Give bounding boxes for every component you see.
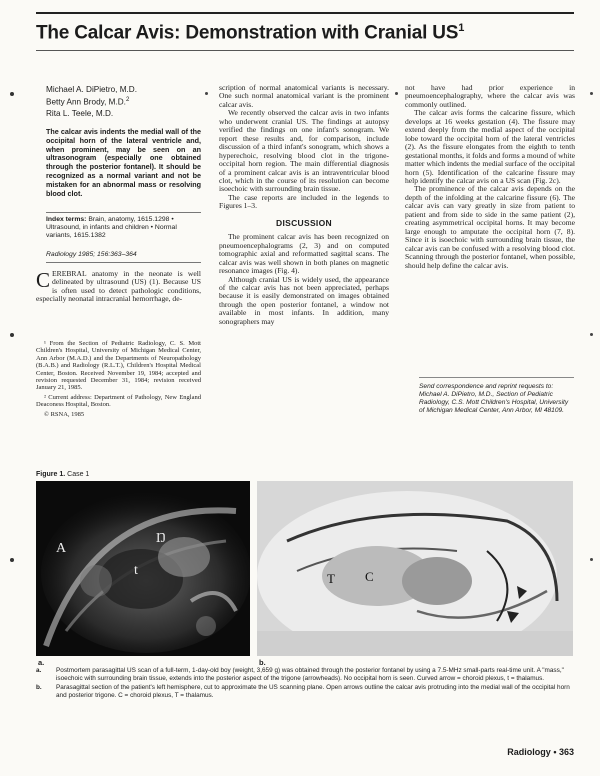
paragraph: The prominence of the calcar avis depends on the depth of the infolding at the calcarine fissure (6). The calcar avis can vary greatly in size from patient to patient and from side to side in the same patient (2), creating asymmetrical occipital horns. It may become large enough to amputate the occipital horn (7, 8). Since it is isoechoic with surrounding brain tissue, the calcar avis can be confused with a resolving blood clot. Scanning through the posterior fontanel, when possible, should help define the calcar avis.	[405, 184, 575, 270]
paragraph: The calcar avis forms the calcarine fissure, which develops at 16 weeks gestation (4). The fissure may extend deeply from the medial aspect of the occipital lobe toward the occipital horn of the lateral ventricles (2). As the fissure elongates from the eighth to tenth gestational months, it folds and forms a mound of white matter which indents the medial surface of the occipital horn (5). Identification of the calcarine fissure may help identify the calcar avis on a US scan (Fig. 2c).	[405, 108, 575, 185]
top-rule	[36, 12, 574, 14]
title-rule	[36, 50, 574, 51]
column-2	[219, 84, 389, 326]
footnote: ² Current address: Department of Pathology, New England Deaconess Hospital, Boston.	[36, 393, 201, 409]
journal-reference: Radiology 1985; 156:363–364	[46, 251, 137, 258]
panel-b-label: b.	[259, 658, 266, 667]
index-rule	[46, 212, 201, 213]
caption-a: a. Postmortem parasagittal US scan of a full-term, 1-day-old boy (weight, 3,659 g) was obtained through the posterior fontanel by using a 7.5-MHz small-parts real-time unit. A "mass," isoechoic with surrounding brain tissue, extends into the posterior aspect of the trigone (arrowheads). No occipital horn is seen. Curved arrow = choroid plexus, t = thalamus.	[36, 667, 564, 682]
footnote: ¹ From the Section of Pediatric Radiology, C. S. Mott Children's Hospital, University of Michigan Medical Center, Ann Arbor (M.A.D.) and the Departments of Neuropathology (B.A.B.) and Radiology (R.L.T.), Children's Hospital Medical Center, Boston. Received November 19, 1984; accepted and revision requested December 31, 1984; revision received January 21, 1985.	[36, 340, 201, 392]
figure-caption	[36, 667, 574, 701]
paragraph: Although cranial US is widely used, the appearance of the calcar avis has not been appreciated, perhaps because it is easily demonstrated on images obtained through the open posterior fontanel, a window not available in most infants. In addition, many sonographers may	[219, 274, 389, 326]
paragraph: The prominent calcar avis has been recognized on pneumoencephalograms (2, 3) and on computed tomographic axial and reformatted sagittal scans. The calcar avis was well shown in both planes on magnetic resonance images (Fig. 4).	[219, 232, 389, 276]
margin-dot	[590, 333, 593, 336]
ultrasound-image	[36, 481, 250, 656]
author-list	[46, 84, 137, 119]
article-title: The Calcar Avis: Demonstration with Cranial $US^1$	[36, 22, 465, 44]
margin-bullet	[10, 92, 14, 96]
label-choroid-plexus: C	[365, 569, 374, 584]
drop-cap: C	[36, 268, 51, 292]
margin-dot	[205, 92, 208, 95]
margin-dot	[395, 92, 398, 95]
margin-bullet	[10, 558, 14, 562]
figure-label: Figure 1. Case 1	[36, 471, 90, 478]
margin-dot	[590, 92, 593, 95]
caption-b: b. Parasagittal section of the patient's left hemisphere, cut to approximate the US scanning plane. Open arrows outline the calcar avis protruding into the medial wall of the occipital horn and posterior trigone. C = choroid plexus, T = thalamus.	[36, 684, 570, 699]
column-3	[405, 84, 575, 270]
label-thalamus: t	[134, 563, 138, 578]
paragraph: The case reports are included in the legends to Figures 1–3.	[219, 192, 389, 211]
footnote: © RSNA, 1985	[44, 410, 85, 418]
abstract: The calcar avis indents the medial wall of the occipital horn of the lateral ventricle and, when prominent, may be seen on an ultrasonogram (especially one obtained through the posterior fontanel). It should be recognized as a normal variant and not be mistaken for an abnormal mass or resolving blood clot.	[46, 127, 201, 198]
index-terms: Index terms: Brain, anatomy, 1615.1298 • Ultrasound, in infants and children • Normal variants, 1615.1382	[46, 216, 177, 239]
label-a-marker: A	[56, 541, 67, 556]
correspondence-rule	[419, 377, 574, 378]
paragraph: We recently observed the calcar avis in two infants who underwent cranial US. The findings at autopsy verified the findings on one infant's sonogram. We report these results and, for comparison, include discussion of a third infant's sonogram, which shows a hyperechoic, resolving blood clot in the trigone-occipital horn region. The main differential diagnosis of a prominent calcar avis is an intraventricular blood clot, which in the course of its resolution can become isoechoic with surrounding brain tissue.	[219, 108, 389, 194]
margin-dot	[590, 558, 593, 561]
label-curved-arrow: Ŋ	[156, 531, 166, 546]
section-heading: DISCUSSION	[276, 217, 332, 228]
specimen-image	[257, 481, 573, 656]
paragraph: scription of normal anatomical variants is necessary. One such normal anatomical variant is the prominent calcar avis.	[219, 83, 389, 109]
correspondence-note: Send correspondence and reprint requests to: Michael A. DiPietro, M.D., Section of Pediatric Radiology, C.S. Mott Children's Hospital, University of Michigan Medical Center, Ann Arbor, MI 48109.	[419, 383, 569, 414]
paragraph: not have had prior experience in pneumoencephalography, where the calcar avis was commonly outlined.	[405, 83, 575, 109]
intro-paragraph: CEREBRAL anatomy in the neonate is well delineated by ultrasound (US) (1). Because US is often used to detect pathologic conditions, especially neonatal intracranial hemorrhage, de-	[36, 268, 201, 304]
panel-a-label: a.	[38, 658, 45, 667]
figure-panel-a-ultrasound	[36, 481, 250, 656]
author: Betty Ann Brody, M.D.$^2$	[46, 97, 130, 107]
reference-rule	[46, 262, 201, 263]
footnotes	[36, 340, 201, 420]
figure-panel-b-specimen	[257, 481, 573, 656]
author: Michael A. DiPietro, M.D.	[46, 85, 137, 94]
author: Rita L. Teele, M.D.	[46, 108, 114, 118]
page-footer: Radiology • 363	[507, 747, 574, 757]
label-thalamus: T	[327, 571, 335, 586]
margin-bullet	[10, 333, 14, 337]
